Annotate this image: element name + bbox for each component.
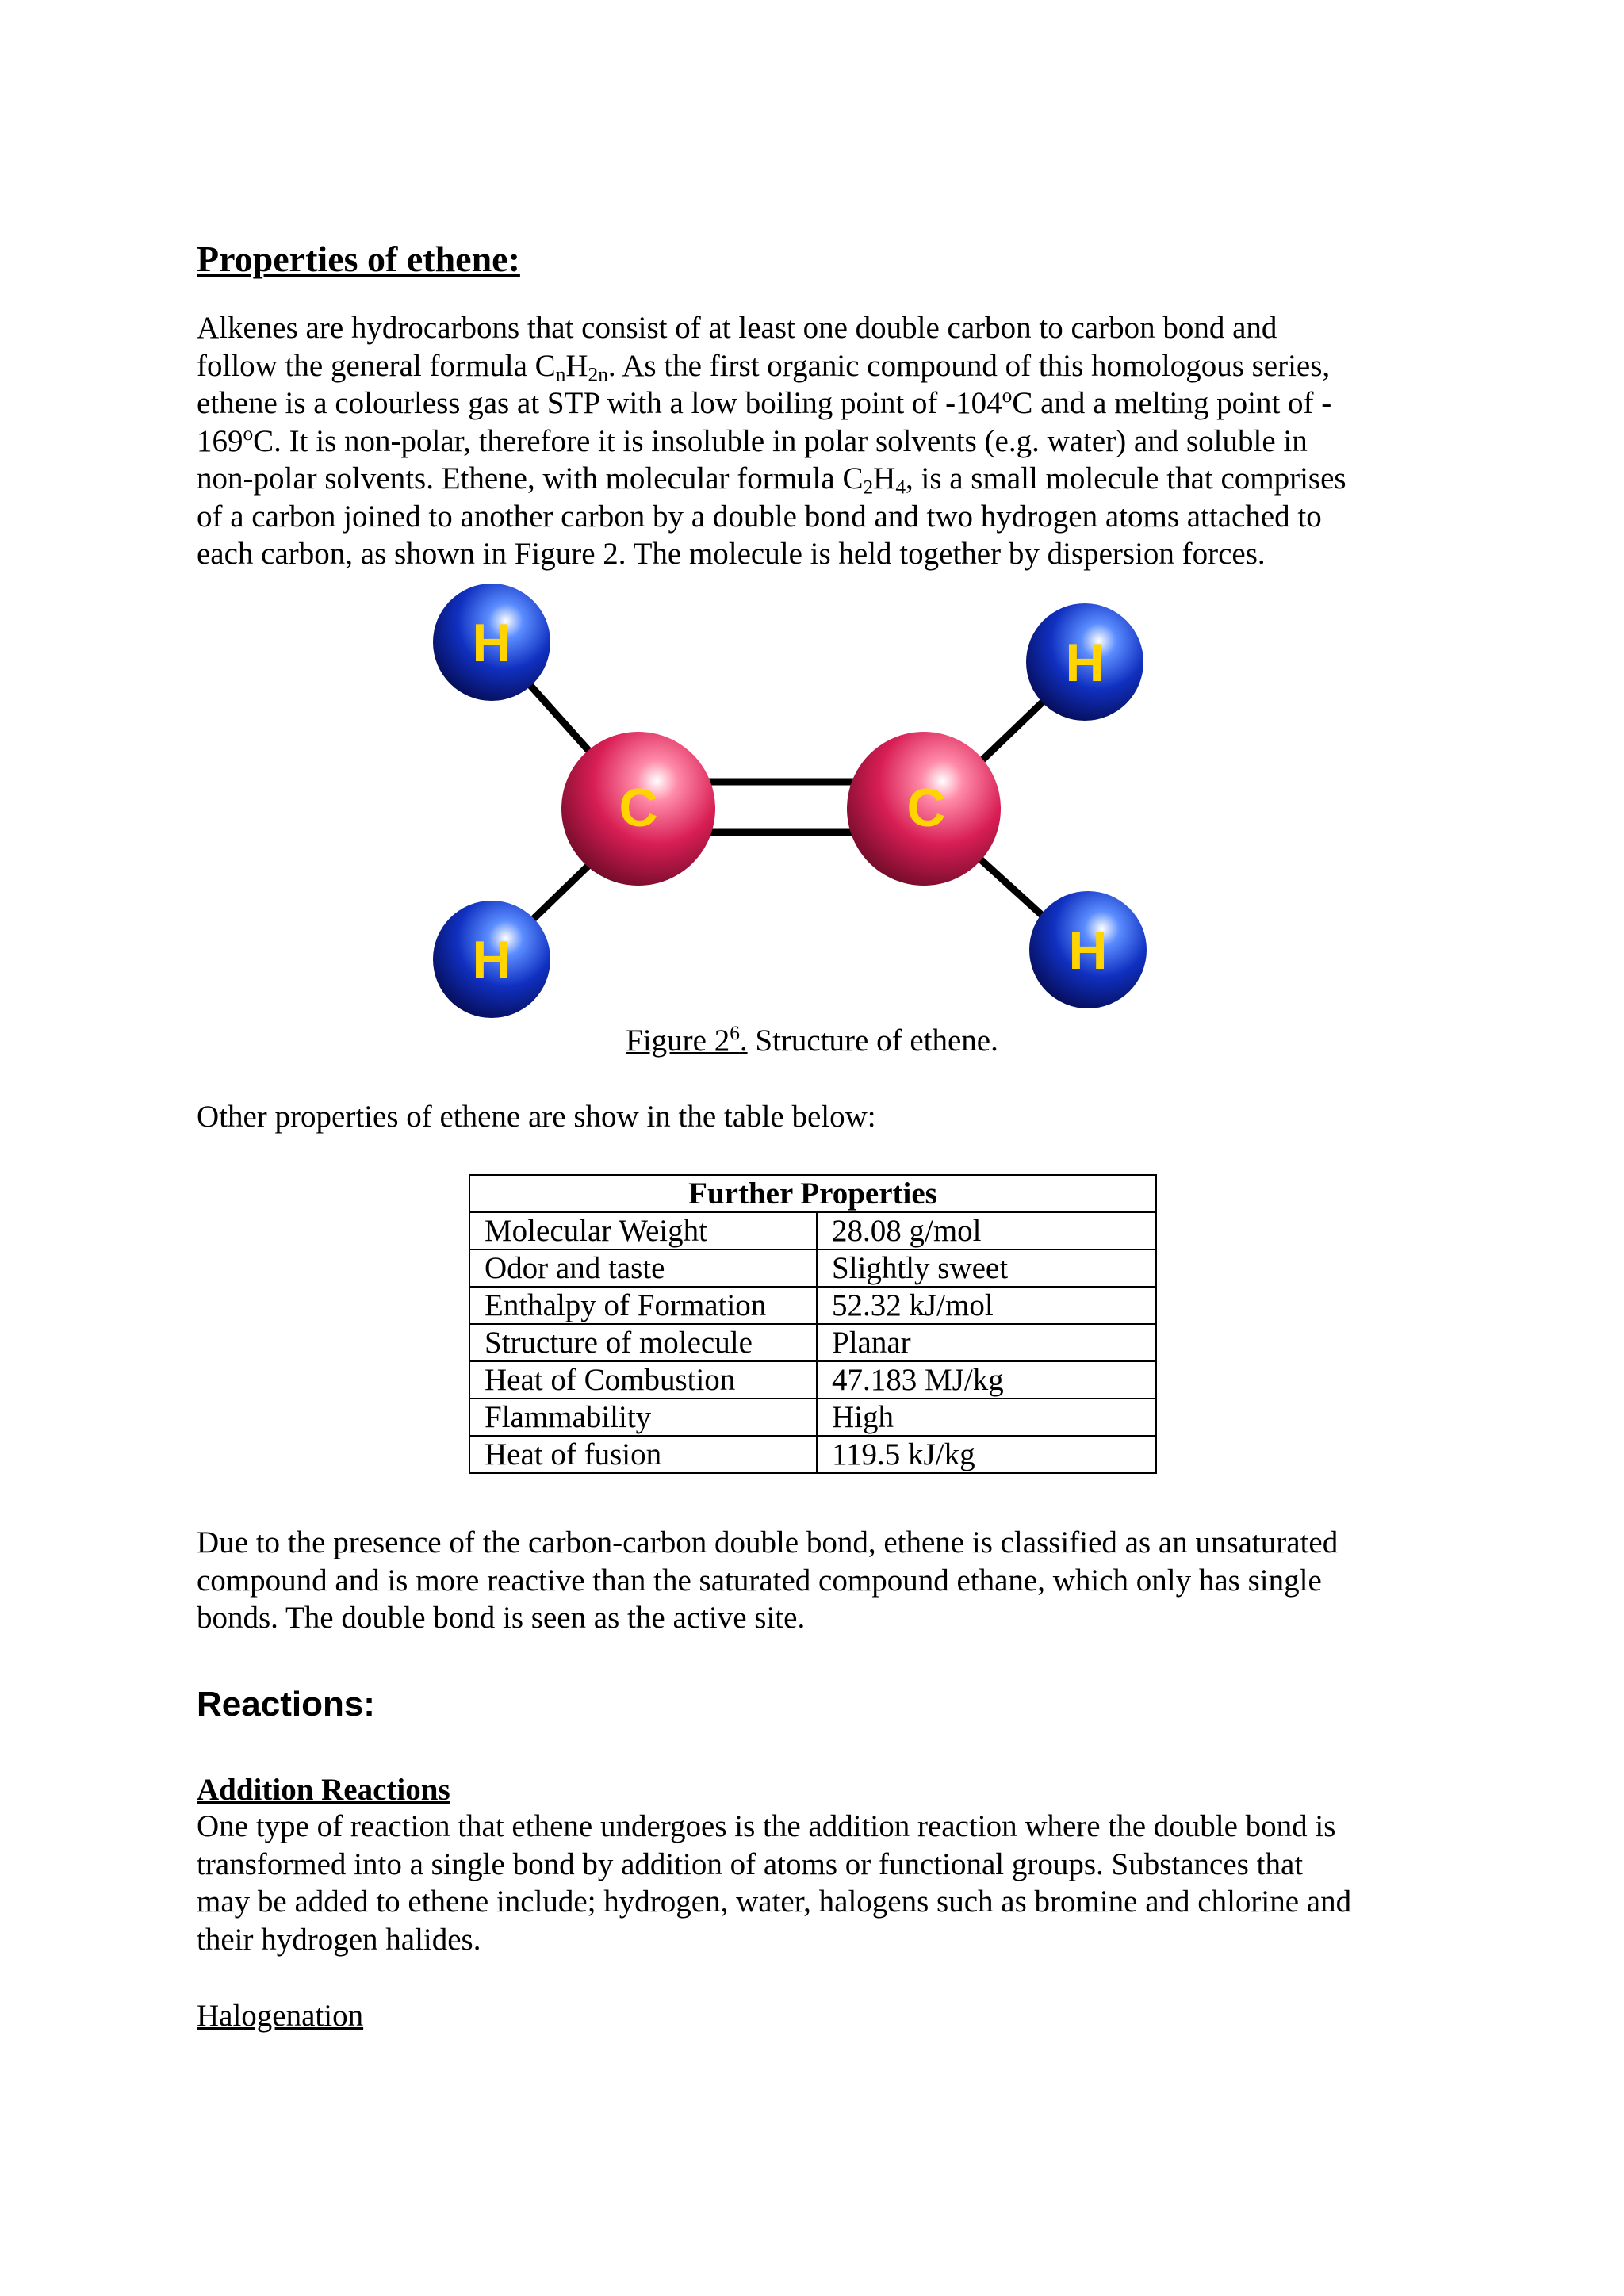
unsaturation-paragraph: Due to the presence of the carbon-carbon double bond, ethene is classified as an unsaturated compound and is more reactive than the saturated compound ethane, which only has single bonds. The double bond is seen as the active site. <box>197 1525 1339 1635</box>
hydrogen-atom-top-right <box>1026 603 1143 721</box>
hydrogen-label: H <box>472 613 511 673</box>
table-intro: Other properties of ethene are show in the table below: <box>197 1100 876 1134</box>
hydrogen-label: H <box>1065 633 1105 693</box>
property-value: 28.08 g/mol <box>817 1212 1156 1249</box>
carbon-label: C <box>906 778 946 838</box>
property-value: High <box>817 1399 1156 1436</box>
ethene-molecule-figure <box>420 579 1150 1023</box>
table-title: Further Properties <box>469 1175 1156 1212</box>
property-name: Odor and taste <box>469 1249 817 1287</box>
property-name: Structure of molecule <box>469 1324 817 1361</box>
table-row <box>469 1287 1156 1324</box>
property-value: Planar <box>817 1324 1156 1361</box>
table-row <box>469 1249 1156 1287</box>
hydrogen-atom-bottom-right <box>1029 891 1147 1008</box>
table-row <box>469 1399 1156 1436</box>
intro-paragraph <box>197 309 1434 573</box>
property-value: 119.5 kJ/kg <box>817 1436 1156 1473</box>
properties-table <box>469 1174 1157 1474</box>
figure-caption: Figure $2^6$. Structure of ethene. <box>626 1022 998 1058</box>
halogenation-heading: Halogenation <box>197 1999 364 2033</box>
hydrogen-label: H <box>472 930 511 990</box>
property-name: Molecular Weight <box>469 1212 817 1249</box>
intro-line-2: follow the general formula $C_nH_{2n}$. As the first organic compound of this homologous series, <box>197 348 1331 385</box>
figure-reference: Figure $2^6$. <box>626 1022 748 1058</box>
addition-paragraph: One type of reaction that ethene undergoes is the addition reaction where the double bond is transformed into a single bond by addition of atoms or functional groups. Substances that may be added to ethene include; hydrogen, water, halogens such as bromine and chlorine and their hydrogen halides. <box>197 1809 1352 1957</box>
table-header-row <box>469 1175 1156 1212</box>
intro-line-5: non-polar solvents. Ethene, with molecular formula $C_2H_4$, is a small molecule that comprises <box>197 461 1346 499</box>
intro-line-3: ethene is a colourless gas at STP with a low boiling point of -104$^o$C and a melting point of - <box>197 385 1332 420</box>
property-name: Enthalpy of Formation <box>469 1287 817 1324</box>
property-name: Heat of Combustion <box>469 1361 817 1399</box>
property-value: 52.32 kJ/mol <box>817 1287 1156 1324</box>
intro-line-7: each carbon, as shown in Figure 2. The molecule is held together by dispersion forces. <box>197 537 1266 571</box>
reactions-heading: Reactions: <box>197 1685 375 1724</box>
table-row <box>469 1361 1156 1399</box>
hydrogen-atom-bottom-left <box>433 901 550 1018</box>
intro-line-4: 169$^o$C. It is non-polar, therefore it is insoluble in polar solvents (e.g. water) and soluble in <box>197 422 1308 458</box>
table-row <box>469 1436 1156 1473</box>
property-name: Flammability <box>469 1399 817 1436</box>
hydrogen-atom-top-left <box>433 584 550 701</box>
carbon-atom-left <box>561 732 715 886</box>
hydrogen-label: H <box>1068 920 1108 981</box>
intro-line-1: Alkenes are hydrocarbons that consist of at least one double carbon to carbon bond and <box>197 311 1277 345</box>
carbon-atom-right <box>847 732 1001 886</box>
property-value: Slightly sweet <box>817 1249 1156 1287</box>
table-row <box>469 1324 1156 1361</box>
intro-line-6: of a carbon joined to another carbon by a double bond and two hydrogen atoms attached to <box>197 499 1322 534</box>
table-row <box>469 1212 1156 1249</box>
property-value: 47.183 MJ/kg <box>817 1361 1156 1399</box>
carbon-label: C <box>619 778 658 838</box>
addition-reactions-heading: Addition Reactions <box>197 1773 450 1807</box>
property-name: Heat of fusion <box>469 1436 817 1473</box>
page-title: Properties of ethene: <box>197 239 520 279</box>
